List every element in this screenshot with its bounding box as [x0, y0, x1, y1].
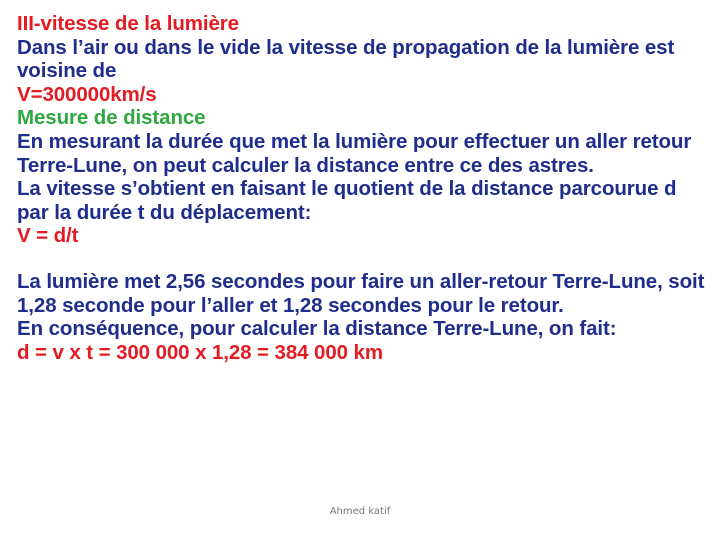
spacer [17, 248, 707, 270]
speed-definition: La vitesse s’obtient en faisant le quotient de la distance parcourue d par la durée t du déplacement: [17, 177, 677, 224]
example-paragraph: La lumière met 2,56 secondes pour faire un aller-retour Terre-Lune, soit 1,28 seconde pour l’aller et 1,28 secondes pour le retour. [17, 269, 705, 317]
distance-calculation: d = v x t = 300 000 x 1,28 = 384 000 km [17, 340, 383, 364]
slide-content [17, 12, 707, 364]
speed-formula: V = d/t [17, 224, 79, 248]
subsection-title: Mesure de distance [17, 106, 206, 130]
section-title: III-vitesse de la lumière [17, 12, 239, 35]
intro-paragraph: Dans l’air ou dans le vide la vitesse de propagation de la lumière est voisine de [17, 35, 675, 83]
measurement-paragraph: En mesurant la durée que met la lumière pour effectuer un aller retour Terre-Lune, on peut calculer la distance entre ce des astres. [17, 129, 692, 177]
speed-value: V=300000km/s [17, 82, 157, 106]
author-footer: Ahmed katif [329, 506, 391, 517]
consequence-paragraph: En conséquence, pour calculer la distance Terre-Lune, on fait: [17, 317, 617, 341]
